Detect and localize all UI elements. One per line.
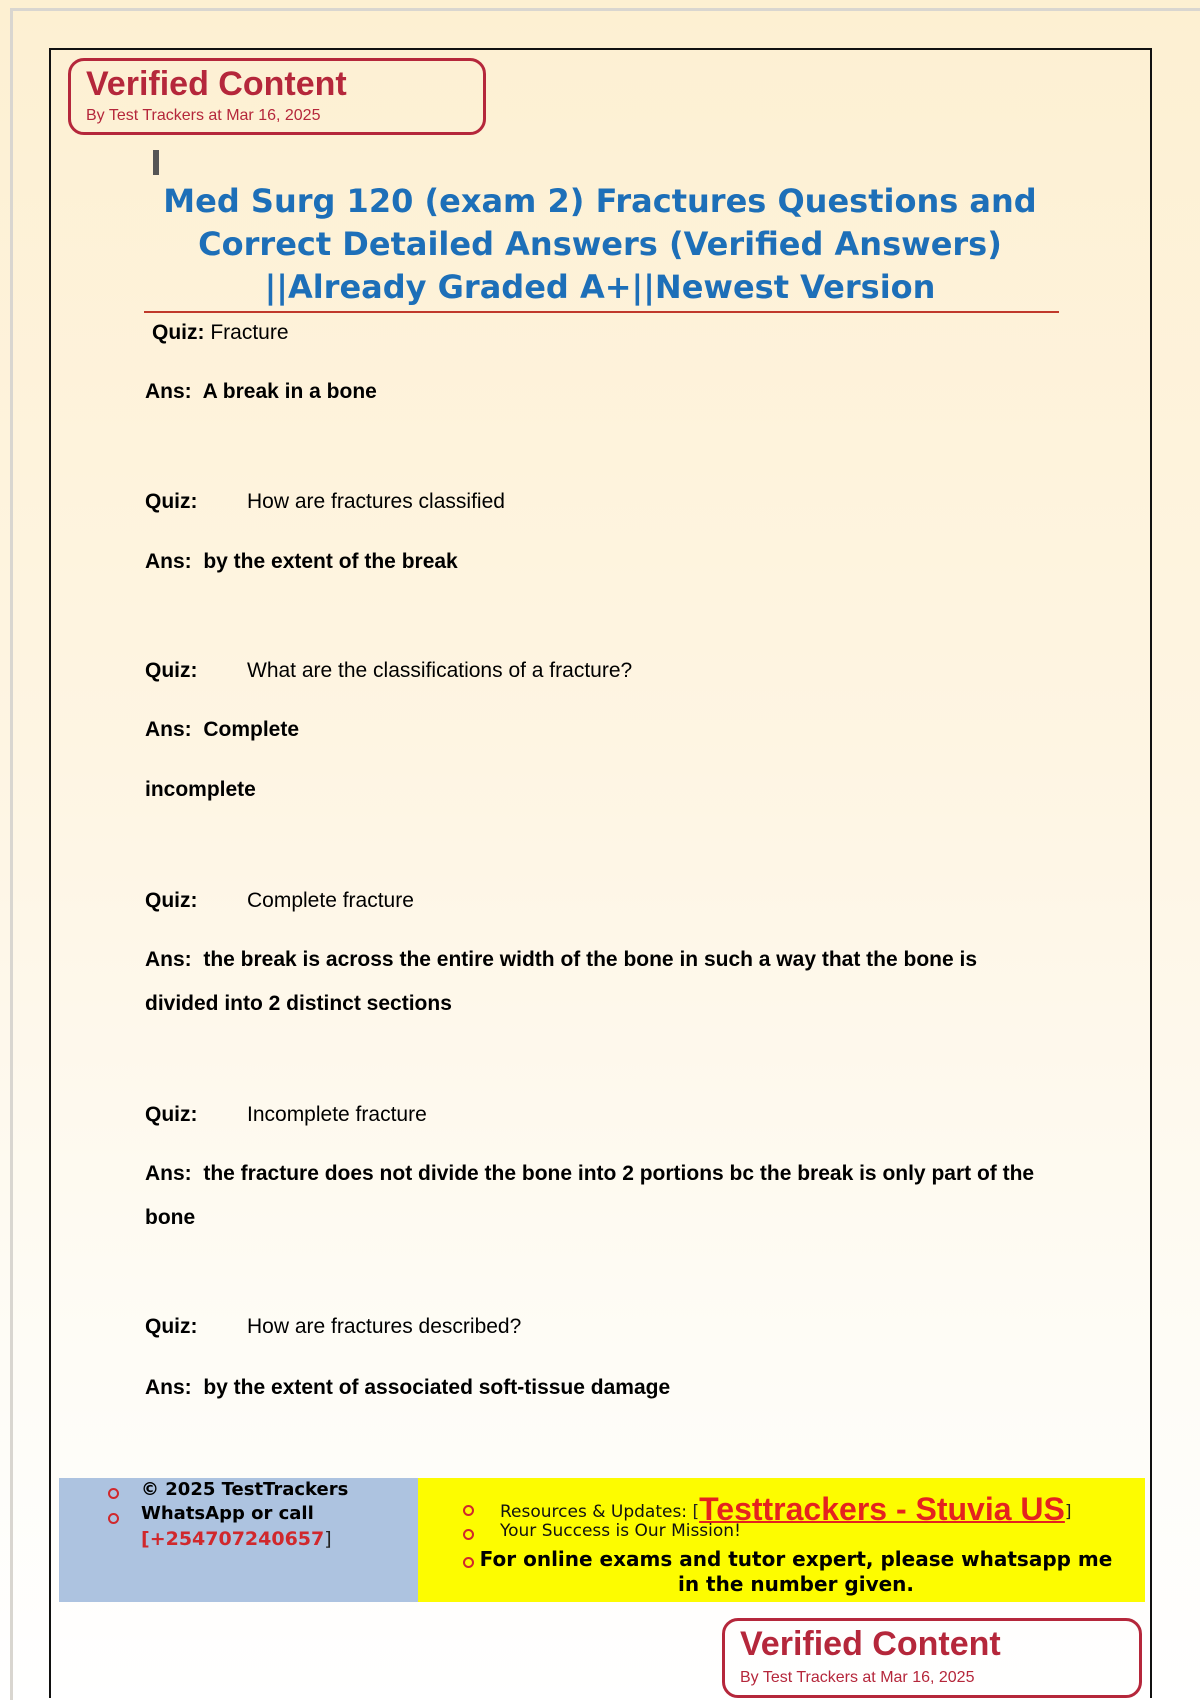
answer-line (145, 550, 458, 574)
answer-line-continued (145, 992, 452, 1016)
stamp-title: Verified Content (740, 1625, 1001, 1663)
footer-contact-panel (59, 1478, 418, 1602)
footer-copyright: © 2025 TestTrackers (141, 1479, 349, 1500)
answer-label: Ans: (145, 948, 192, 971)
answer-text: incomplete (145, 778, 256, 801)
answer-line (145, 380, 377, 404)
footer-resources-panel (418, 1478, 1145, 1602)
title-line-2: Correct Detailed Answers (Verified Answers) (198, 225, 1002, 263)
quiz-label: Quiz: (152, 321, 205, 344)
quiz-question (145, 490, 505, 514)
quiz-question-text: Fracture (210, 321, 289, 344)
quiz-question (152, 321, 289, 345)
quiz-question (145, 889, 414, 913)
answer-label: Ans: (145, 1162, 192, 1185)
quiz-label: Quiz: (145, 889, 198, 912)
answer-text: Complete (203, 718, 300, 741)
circle-bullet-icon (463, 1505, 474, 1516)
footer-whatsapp-label: WhatsApp or call (141, 1503, 314, 1524)
answer-text: divided into 2 distinct sections (145, 992, 452, 1015)
quiz-question (145, 1103, 427, 1127)
footer-phone-line: [+254707240657] (141, 1528, 332, 1550)
answer-text: the fracture does not divide the bone into 2 portions bc the break is only part of the (203, 1162, 1035, 1185)
stamp-subtitle: By Test Trackers at Mar 16, 2025 (86, 107, 321, 124)
circle-bullet-icon (108, 1513, 119, 1524)
footer-resources-label: Resources & Updates: (500, 1502, 688, 1522)
answer-text: A break in a bone (202, 380, 377, 403)
footer-resources-line: Resources & Updates: [Testtrackers - Stuvia US] (500, 1491, 1072, 1527)
quiz-question-text: How are fractures described? (247, 1315, 522, 1338)
answer-line (145, 718, 299, 742)
quiz-label: Quiz: (145, 1103, 198, 1126)
verified-stamp-bottom (722, 1618, 1142, 1698)
quiz-question-text: How are fractures classified (247, 490, 505, 513)
answer-text: by the extent of associated soft-tissue damage (203, 1376, 671, 1399)
answer-label: Ans: (145, 718, 192, 741)
circle-bullet-icon (463, 1529, 474, 1540)
quiz-question (145, 659, 633, 683)
answer-line-continued (145, 1206, 195, 1230)
quiz-label: Quiz: (145, 1315, 198, 1338)
document-title (144, 180, 1056, 309)
quiz-question-text: What are the classifications of a fracture? (247, 659, 633, 682)
answer-line (145, 1162, 1034, 1186)
quiz-question-text: Complete fracture (247, 889, 414, 912)
text-cursor-mark (153, 150, 159, 175)
stamp-title: Verified Content (86, 65, 347, 103)
answer-text: bone (145, 1206, 196, 1229)
footer-promo: For online exams and tutor expert, please whatsapp me in the number given. (479, 1547, 1113, 1596)
answer-line (145, 948, 977, 972)
footer-phone[interactable]: +254707240657 (149, 1528, 325, 1550)
title-underline (144, 311, 1059, 313)
answer-label: Ans: (145, 1376, 192, 1399)
quiz-label: Quiz: (145, 490, 198, 513)
title-line-1: Med Surg 120 (exam 2) Fractures Questions and (163, 182, 1037, 220)
answer-text: the break is across the entire width of the bone in such a way that the bone is (203, 948, 978, 971)
footer-mission: Your Success is Our Mission! (500, 1521, 741, 1541)
circle-bullet-icon (463, 1557, 474, 1568)
answer-text: by the extent of the break (203, 550, 458, 573)
quiz-question (145, 1315, 522, 1339)
title-line-3: ||Already Graded A+||Newest Version (264, 268, 936, 306)
answer-line (145, 1376, 670, 1400)
verified-stamp-top (68, 58, 486, 135)
quiz-label: Quiz: (145, 659, 198, 682)
stuvia-link[interactable]: Testtrackers - Stuvia US (699, 1491, 1065, 1527)
answer-label: Ans: (145, 380, 192, 403)
circle-bullet-icon (108, 1488, 119, 1499)
answer-label: Ans: (145, 550, 192, 573)
quiz-question-text: Incomplete fracture (247, 1103, 427, 1126)
answer-line-continued (145, 778, 256, 802)
stamp-subtitle: By Test Trackers at Mar 16, 2025 (740, 1669, 975, 1686)
